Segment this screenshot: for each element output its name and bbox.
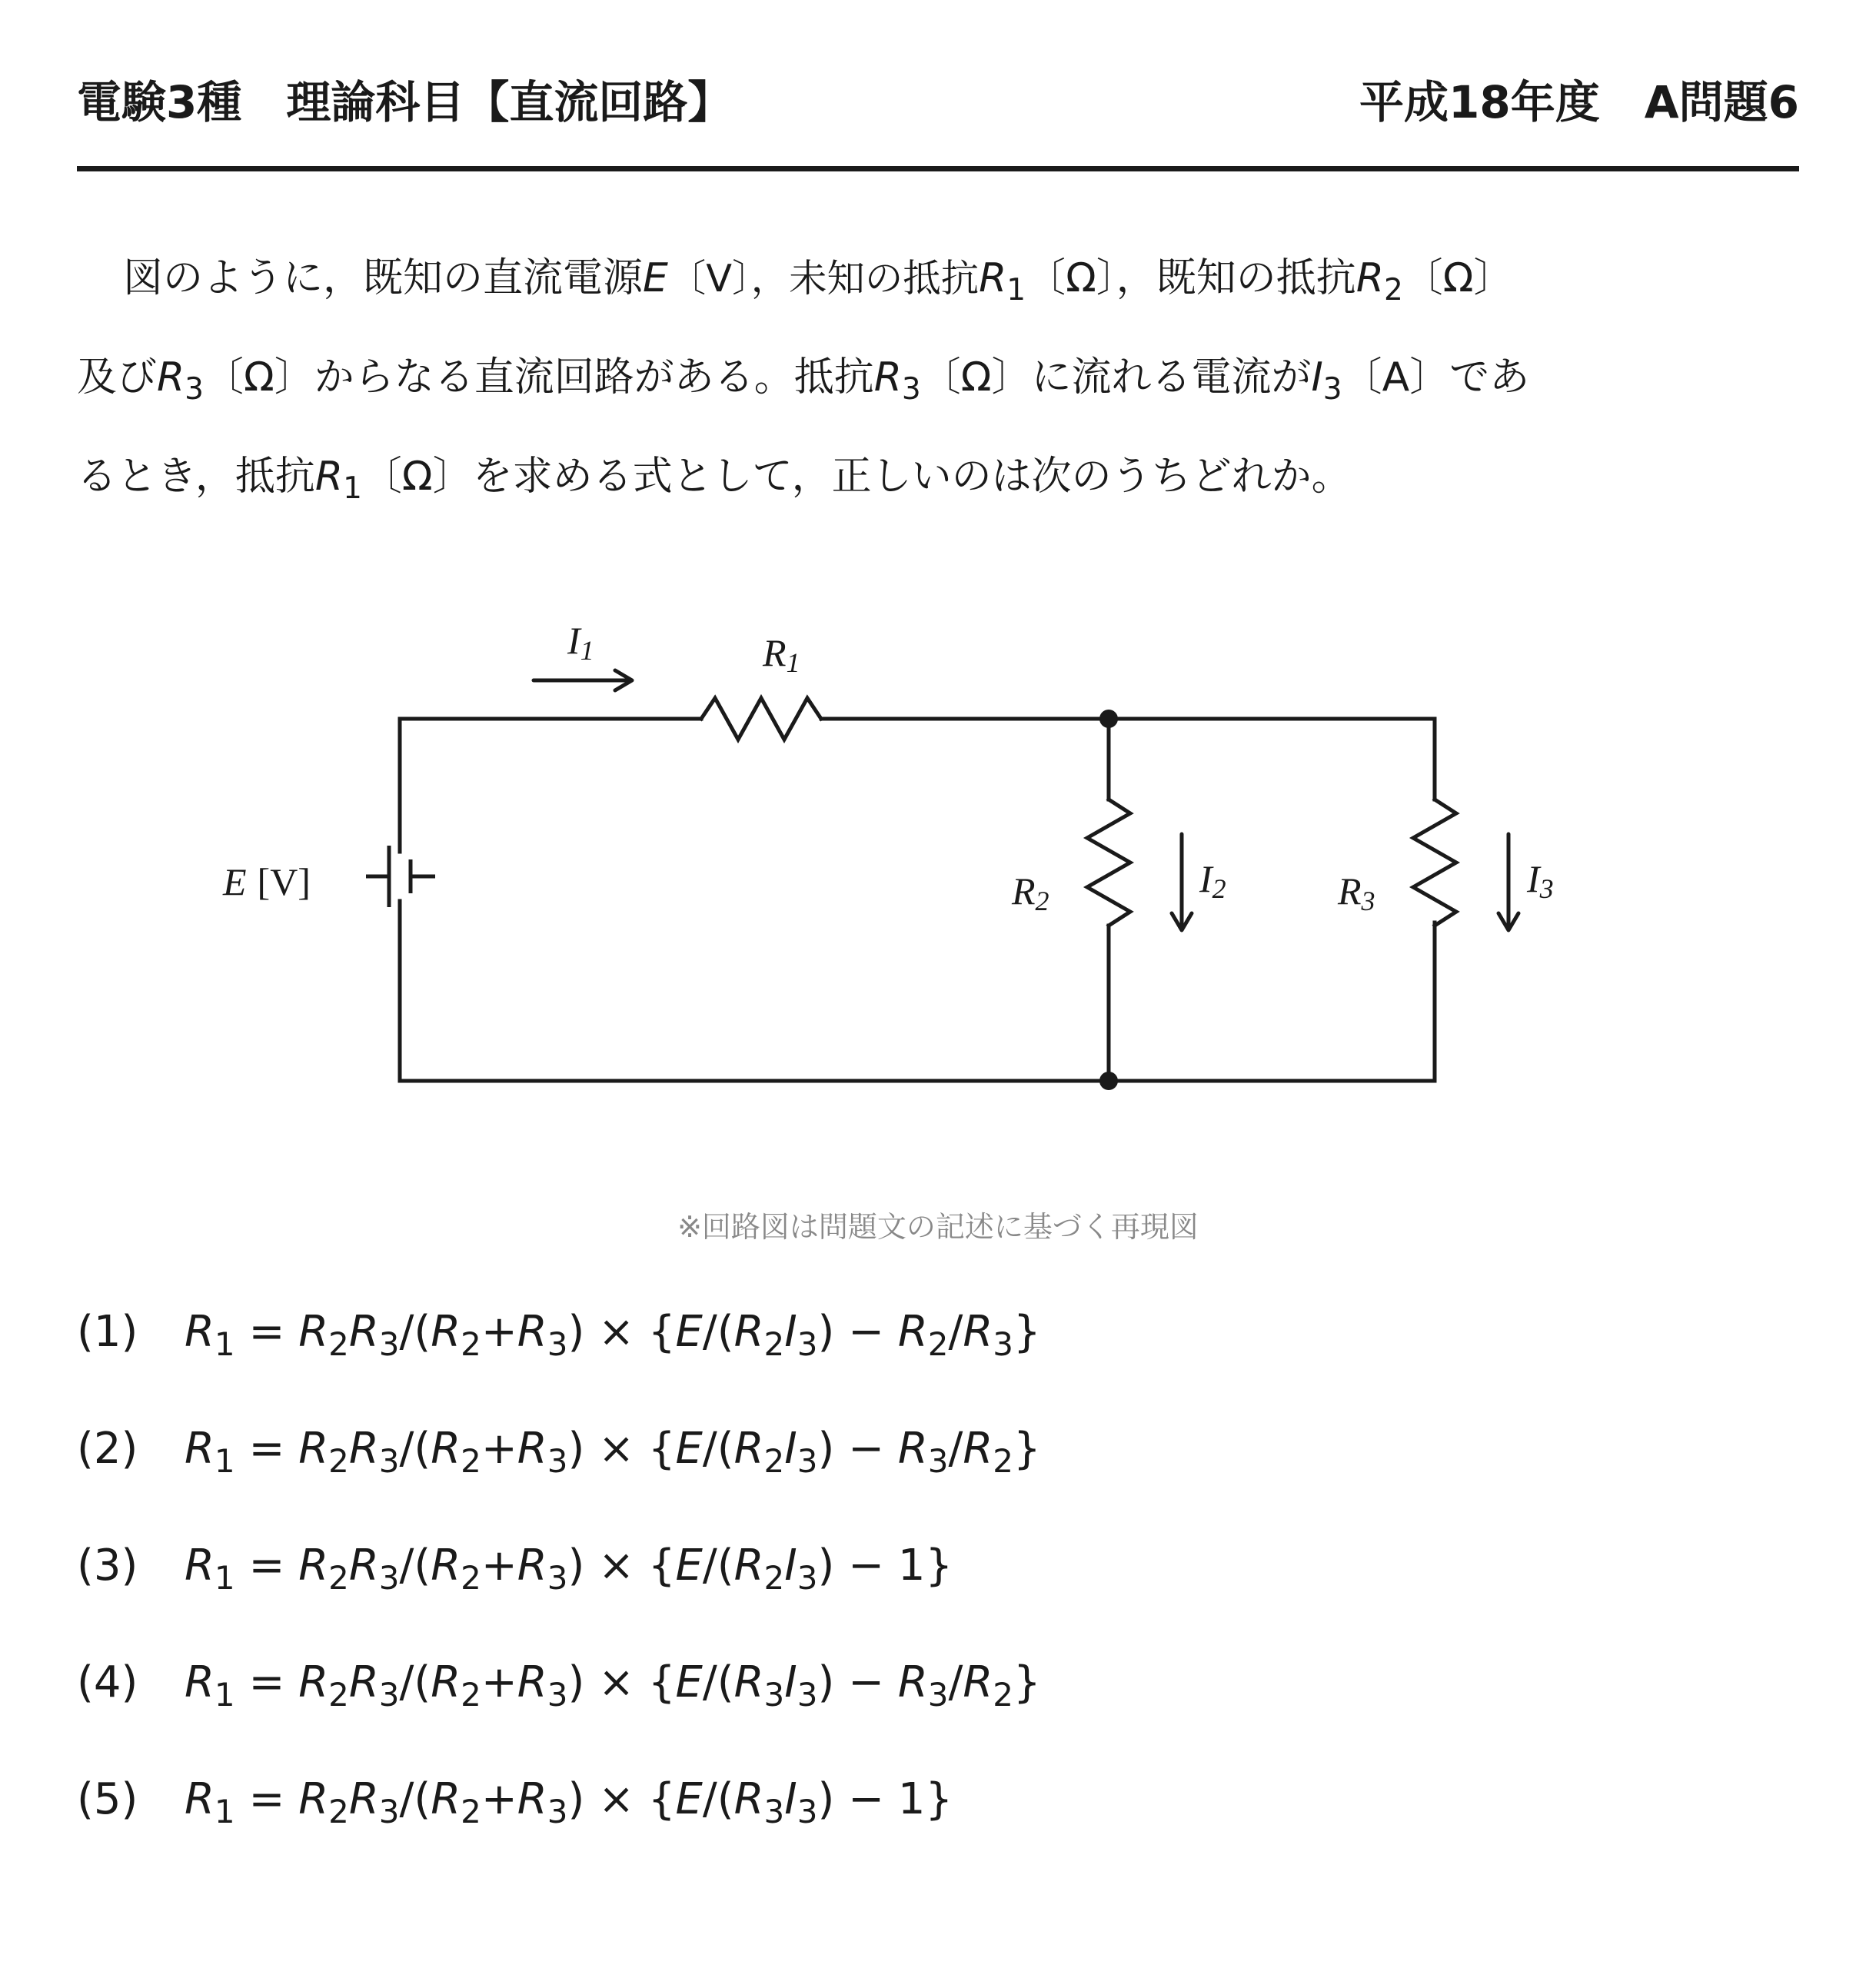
formula-variable: R bbox=[517, 1774, 547, 1824]
formula-variable: R bbox=[348, 1657, 379, 1707]
var-subscript: 2 bbox=[1383, 272, 1403, 308]
formula-subscript: 3 bbox=[547, 1558, 568, 1597]
page-header bbox=[77, 66, 1799, 140]
text-span: 〔V〕，未知の抵抗 bbox=[667, 256, 980, 301]
label-i1 bbox=[567, 619, 594, 666]
formula-variable: R bbox=[733, 1541, 764, 1591]
formula-operator: ) − 1} bbox=[817, 1774, 953, 1824]
formula-subscript: 3 bbox=[797, 1325, 818, 1363]
arrow-i3 bbox=[1498, 834, 1518, 930]
formula-subscript: 2 bbox=[461, 1325, 481, 1363]
var-r1 bbox=[979, 255, 1026, 308]
formula-subscript: 2 bbox=[328, 1675, 349, 1714]
var-subscript: 3 bbox=[185, 371, 204, 407]
formula-subscript: 3 bbox=[797, 1441, 818, 1480]
formula-operator: /( bbox=[399, 1307, 431, 1357]
var-letter: R bbox=[873, 354, 902, 401]
formula-operator: + bbox=[481, 1541, 517, 1591]
var-r2 bbox=[1355, 255, 1403, 308]
resistor-r3 bbox=[1413, 800, 1456, 926]
formula-subscript: 3 bbox=[547, 1441, 568, 1480]
var-e: E bbox=[643, 255, 668, 301]
label-letter: R bbox=[1338, 869, 1362, 913]
formula-variable: R bbox=[897, 1307, 928, 1357]
label-subscript: 3 bbox=[1539, 873, 1554, 904]
formula-variable: E bbox=[675, 1774, 703, 1824]
formula-variable: R bbox=[517, 1424, 547, 1474]
formula-variable: R bbox=[517, 1307, 547, 1357]
formula-variable: R bbox=[733, 1657, 764, 1707]
formula-operator: + bbox=[481, 1774, 517, 1824]
formula-operator: ) × { bbox=[567, 1541, 676, 1591]
formula-subscript: 2 bbox=[763, 1441, 785, 1480]
label-subscript: 1 bbox=[786, 647, 800, 678]
formula-operator: / bbox=[948, 1657, 963, 1707]
formula-operator: / bbox=[948, 1424, 963, 1474]
formula-subscript: 1 bbox=[214, 1325, 235, 1363]
formula-variable: R bbox=[733, 1307, 764, 1357]
formula-variable: I bbox=[784, 1774, 797, 1824]
formula-operator: = bbox=[234, 1657, 299, 1707]
formula-variable: I bbox=[784, 1657, 797, 1707]
formula-variable: R bbox=[348, 1424, 379, 1474]
formula-operator: /( bbox=[399, 1774, 431, 1824]
label-letter: I bbox=[1199, 857, 1212, 900]
formula-subscript: 2 bbox=[763, 1325, 785, 1363]
question-line-1 bbox=[77, 231, 1799, 330]
text-span: 〔Ω〕を求める式として，正しいのは次のうちどれか。 bbox=[361, 454, 1352, 500]
formula-subscript: 3 bbox=[927, 1441, 949, 1480]
formula-operator: + bbox=[481, 1424, 517, 1474]
formula-subscript: 3 bbox=[763, 1792, 785, 1830]
var-letter: R bbox=[1355, 255, 1384, 301]
formula-operator: /( bbox=[399, 1657, 431, 1707]
formula-variable: R bbox=[897, 1424, 928, 1474]
formula-operator: } bbox=[1013, 1657, 1041, 1707]
formula-operator: } bbox=[1013, 1307, 1041, 1357]
text-span: 〔Ω〕からなる直流回路がある。抵抗 bbox=[203, 354, 874, 401]
formula-variable: R bbox=[298, 1424, 329, 1474]
text-span: 及び bbox=[77, 354, 158, 401]
formula-variable: R bbox=[298, 1774, 329, 1824]
choice-number: (4) bbox=[77, 1657, 138, 1707]
label-unit: [V] bbox=[257, 860, 311, 903]
label-letter: I bbox=[567, 619, 580, 662]
formula-subscript: 1 bbox=[214, 1558, 235, 1597]
question-text bbox=[77, 231, 1799, 528]
choice-formula bbox=[185, 1774, 953, 1830]
formula-operator: /( bbox=[702, 1657, 734, 1707]
formula-operator: /( bbox=[702, 1307, 734, 1357]
formula-operator: = bbox=[234, 1541, 299, 1591]
formula-subscript: 1 bbox=[214, 1675, 235, 1714]
formula-variable: R bbox=[431, 1541, 461, 1591]
formula-operator: ) × { bbox=[567, 1774, 676, 1824]
formula-operator: /( bbox=[399, 1424, 431, 1474]
formula-operator: + bbox=[481, 1657, 517, 1707]
junction-dot-top bbox=[1099, 710, 1118, 728]
formula-operator: + bbox=[481, 1307, 517, 1357]
label-i2 bbox=[1199, 857, 1226, 904]
formula-subscript: 2 bbox=[763, 1558, 785, 1597]
formula-variable: R bbox=[733, 1774, 764, 1824]
formula-variable: R bbox=[185, 1657, 215, 1707]
formula-subscript: 2 bbox=[993, 1675, 1014, 1714]
formula-subscript: 3 bbox=[378, 1558, 400, 1597]
formula-operator: ) × { bbox=[567, 1307, 676, 1357]
var-letter: R bbox=[979, 255, 1007, 301]
label-subscript: 3 bbox=[1361, 886, 1375, 916]
label-subscript: 1 bbox=[580, 635, 594, 666]
formula-operator: /( bbox=[702, 1541, 734, 1591]
formula-subscript: 3 bbox=[378, 1675, 400, 1714]
wire-top-right bbox=[821, 719, 1435, 783]
formula-subscript: 2 bbox=[461, 1675, 481, 1714]
label-r2 bbox=[1011, 869, 1049, 916]
formula-variable: E bbox=[675, 1424, 703, 1474]
formula-operator: /( bbox=[399, 1541, 431, 1591]
choice-number: (3) bbox=[77, 1541, 138, 1591]
label-source bbox=[222, 860, 311, 903]
formula-variable: E bbox=[675, 1541, 703, 1591]
formula-variable: R bbox=[348, 1307, 379, 1357]
choice-formula bbox=[185, 1657, 1041, 1714]
text-span: 図のように，既知の直流電源 bbox=[123, 255, 644, 301]
formula-variable: R bbox=[298, 1657, 329, 1707]
var-subscript: 3 bbox=[901, 371, 921, 407]
formula-subscript: 3 bbox=[378, 1325, 400, 1363]
formula-subscript: 2 bbox=[461, 1792, 481, 1830]
diagram-caption: ※回路図は問題文の記述に基づく再現図 bbox=[677, 1210, 1199, 1244]
formula-variable: R bbox=[733, 1424, 764, 1474]
var-letter: I bbox=[1311, 354, 1323, 401]
formula-variable: R bbox=[963, 1657, 993, 1707]
formula-subscript: 3 bbox=[797, 1558, 818, 1597]
formula-subscript: 3 bbox=[547, 1792, 568, 1830]
formula-variable: I bbox=[784, 1307, 797, 1357]
circuit-svg bbox=[0, 584, 1876, 1168]
var-letter: R bbox=[314, 454, 344, 500]
question-line-3 bbox=[77, 429, 1799, 528]
label-r3 bbox=[1337, 869, 1375, 916]
formula-subscript: 3 bbox=[378, 1792, 400, 1830]
choice-number: (5) bbox=[77, 1774, 138, 1824]
formula-subscript: 1 bbox=[214, 1441, 235, 1480]
choice-number: (1) bbox=[77, 1307, 138, 1357]
formula-subscript: 3 bbox=[797, 1792, 818, 1830]
var-r3 bbox=[873, 354, 921, 407]
formula-operator: = bbox=[234, 1307, 299, 1357]
formula-subscript: 2 bbox=[993, 1441, 1014, 1480]
var-subscript: 3 bbox=[1322, 371, 1342, 407]
formula-subscript: 2 bbox=[328, 1325, 349, 1363]
arrow-i2 bbox=[1172, 834, 1192, 930]
formula-operator: /( bbox=[702, 1774, 734, 1824]
resistor-r1 bbox=[701, 698, 821, 740]
formula-variable: I bbox=[784, 1424, 797, 1474]
choice-formula bbox=[185, 1541, 953, 1597]
label-i3 bbox=[1526, 857, 1554, 904]
formula-subscript: 2 bbox=[927, 1325, 949, 1363]
var-r3 bbox=[157, 354, 204, 407]
resistor-r2 bbox=[1087, 800, 1130, 926]
formula-operator: /( bbox=[702, 1424, 734, 1474]
formula-variable: R bbox=[517, 1657, 547, 1707]
formula-variable: R bbox=[185, 1307, 215, 1357]
formula-variable: R bbox=[298, 1541, 329, 1591]
formula-operator: ) × { bbox=[567, 1424, 676, 1474]
formula-subscript: 2 bbox=[328, 1792, 349, 1830]
formula-variable: I bbox=[784, 1541, 797, 1591]
text-span: 〔A〕であ bbox=[1342, 354, 1530, 401]
formula-operator: ) × { bbox=[567, 1657, 676, 1707]
label-letter: R bbox=[1012, 869, 1036, 913]
formula-subscript: 2 bbox=[328, 1441, 349, 1480]
label-subscript: 2 bbox=[1212, 873, 1226, 904]
var-subscript: 1 bbox=[1006, 272, 1026, 308]
formula-subscript: 3 bbox=[927, 1675, 949, 1714]
choice-formula bbox=[185, 1307, 1041, 1363]
formula-variable: R bbox=[185, 1424, 215, 1474]
formula-variable: R bbox=[348, 1774, 379, 1824]
text-span: 〔Ω〕，既知の抵抗 bbox=[1026, 255, 1356, 301]
text-span: るとき，抵抗 bbox=[77, 454, 315, 500]
choice-formula bbox=[185, 1424, 1041, 1480]
formula-variable: R bbox=[517, 1541, 547, 1591]
formula-variable: R bbox=[431, 1774, 461, 1824]
formula-operator: ) − bbox=[817, 1657, 898, 1707]
formula-variable: R bbox=[431, 1424, 461, 1474]
exam-year-problem: 平成18年度 A問題6 bbox=[1359, 76, 1799, 128]
formula-operator: = bbox=[234, 1424, 299, 1474]
formula-subscript: 3 bbox=[763, 1675, 785, 1714]
formula-subscript: 3 bbox=[993, 1325, 1014, 1363]
label-subscript: 2 bbox=[1035, 886, 1049, 916]
formula-operator: ) − bbox=[817, 1424, 898, 1474]
circuit-diagram bbox=[0, 584, 1876, 1168]
arrow-i1 bbox=[534, 670, 632, 690]
formula-subscript: 3 bbox=[797, 1675, 818, 1714]
formula-subscript: 3 bbox=[547, 1675, 568, 1714]
var-subscript: 1 bbox=[343, 470, 362, 506]
label-r1 bbox=[762, 631, 800, 678]
text-span: 〔Ω〕に流れる電流が bbox=[920, 354, 1312, 401]
formula-subscript: 2 bbox=[461, 1441, 481, 1480]
wire-bottom bbox=[400, 922, 1435, 1081]
formula-subscript: 2 bbox=[328, 1558, 349, 1597]
var-r1 bbox=[314, 454, 362, 506]
question-line-2 bbox=[77, 330, 1799, 429]
label-letter: I bbox=[1527, 857, 1540, 900]
label-e: E bbox=[223, 860, 247, 903]
junction-dot-bottom bbox=[1099, 1072, 1118, 1090]
choice-number: (2) bbox=[77, 1424, 138, 1474]
label-letter: R bbox=[763, 631, 787, 674]
formula-variable: E bbox=[675, 1307, 703, 1357]
formula-subscript: 1 bbox=[214, 1792, 235, 1830]
formula-subscript: 3 bbox=[378, 1441, 400, 1480]
formula-variable: R bbox=[185, 1774, 215, 1824]
formula-variable: R bbox=[431, 1307, 461, 1357]
header-divider bbox=[77, 166, 1799, 171]
formula-operator: ) − bbox=[817, 1307, 898, 1357]
subject-title: 電験3種 理論科目【直流回路】 bbox=[77, 76, 733, 128]
formula-variable: R bbox=[963, 1424, 993, 1474]
formula-variable: R bbox=[185, 1541, 215, 1591]
formula-subscript: 2 bbox=[461, 1558, 481, 1597]
formula-variable: R bbox=[431, 1657, 461, 1707]
formula-operator: ) − 1} bbox=[817, 1541, 953, 1591]
text-span: 〔Ω〕 bbox=[1402, 255, 1514, 301]
formula-operator: / bbox=[948, 1307, 963, 1357]
formula-subscript: 3 bbox=[547, 1325, 568, 1363]
formula-operator: } bbox=[1013, 1424, 1041, 1474]
formula-variable: R bbox=[298, 1307, 329, 1357]
formula-variable: R bbox=[897, 1657, 928, 1707]
formula-variable: R bbox=[348, 1541, 379, 1591]
formula-variable: R bbox=[963, 1307, 993, 1357]
formula-operator: = bbox=[234, 1774, 299, 1824]
formula-variable: E bbox=[675, 1657, 703, 1707]
var-i3 bbox=[1311, 354, 1342, 407]
var-letter: R bbox=[157, 354, 185, 401]
